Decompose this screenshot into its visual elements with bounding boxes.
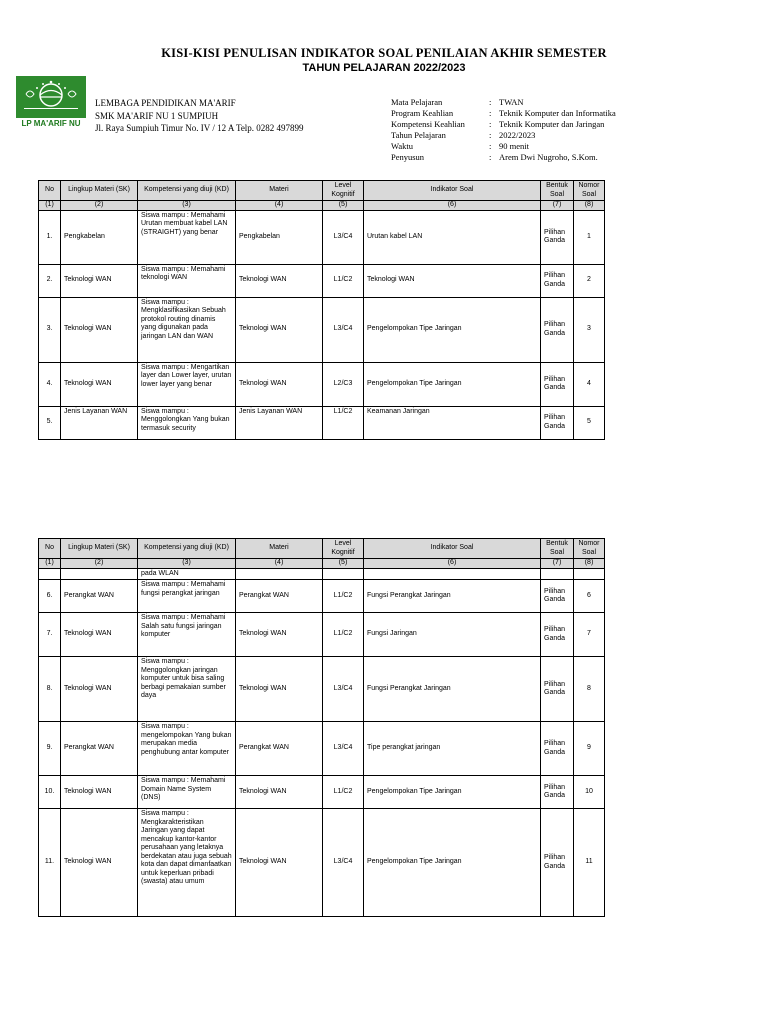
cell-bentuk-soal: Pilihan Ganda <box>541 264 574 297</box>
cell-nomor-soal: 9 <box>574 722 605 776</box>
column-header: Lingkup Materi (SK) <box>61 539 138 559</box>
cell-bentuk-soal: Pilihan Ganda <box>541 809 574 917</box>
kisi-kisi-table-1 <box>38 180 605 440</box>
meta-label: Penyusun <box>391 152 425 162</box>
cell-indikator-soal: Pengelompokan Tipe Jaringan <box>364 809 541 917</box>
school-name: SMK MA'ARIF NU 1 SUMPIUH <box>95 110 219 121</box>
cell-kompetensi: Siswa mampu : Memahami teknologi WAN <box>138 264 236 297</box>
table-row <box>39 210 605 264</box>
cell-bentuk-soal: Pilihan Ganda <box>541 776 574 809</box>
meta-value: 90 menit <box>499 141 529 151</box>
meta-separator: : <box>489 97 492 107</box>
cell-bentuk-soal: Pilihan Ganda <box>541 210 574 264</box>
meta-value: 2022/2023 <box>499 130 536 140</box>
table-row <box>39 297 605 362</box>
cell-level-kognitif: L1/C2 <box>323 776 364 809</box>
row-number: 6. <box>39 580 61 613</box>
column-index: (3) <box>138 201 236 211</box>
cell-nomor-soal: 7 <box>574 613 605 657</box>
cell-nomor-soal: 6 <box>574 580 605 613</box>
cell-level-kognitif: L3/C4 <box>323 809 364 917</box>
cell-kompetensi: Siswa mampu : Memahami Urutan membuat kabel LAN (STRAIGHT) yang benar <box>138 210 236 264</box>
column-header: Level Kognitif <box>323 539 364 559</box>
cell-indikator-soal: Fungsi Jaringan <box>364 613 541 657</box>
cell-kompetensi: Siswa mampu : mengelompokan Yang bukan merupakan media penghubung antar komputer <box>138 722 236 776</box>
cell-materi: Teknologi WAN <box>236 264 323 297</box>
cell-materi: Perangkat WAN <box>236 580 323 613</box>
row-number: 2. <box>39 264 61 297</box>
meta-row <box>391 97 616 108</box>
column-index: (5) <box>323 559 364 569</box>
row-number: 4. <box>39 362 61 406</box>
cell-kompetensi: Siswa mampu : Menggolongkan jaringan komputer untuk bisa saling berbagi pemakaian sumber daya <box>138 657 236 722</box>
cell-kompetensi: Siswa mampu : Mengartikan layer dan Lower layer, urutan lower layer yang benar <box>138 362 236 406</box>
cell-bentuk-soal: Pilihan Ganda <box>541 613 574 657</box>
meta-row <box>391 119 616 130</box>
row-number: 5. <box>39 406 61 439</box>
row-number: 11. <box>39 809 61 917</box>
column-index: (8) <box>574 201 605 211</box>
cell-kompetensi: Siswa mampu : Mengklasifikasikan Sebuah protokol routing dinamis yang digunakan pada jaringan LAN dan WAN <box>138 297 236 362</box>
cell-bentuk-soal: Pilihan Ganda <box>541 362 574 406</box>
table-index-row <box>39 201 605 211</box>
cell-lingkup-materi: Pengkabelan <box>61 210 138 264</box>
meta-row <box>391 108 616 119</box>
column-index: (6) <box>364 559 541 569</box>
column-header: Nomor Soal <box>574 181 605 201</box>
table-header-row <box>39 539 605 559</box>
cell-materi: Teknologi WAN <box>236 613 323 657</box>
table-row <box>39 580 605 613</box>
cell-level-kognitif: L1/C2 <box>323 613 364 657</box>
row-number: 7. <box>39 613 61 657</box>
cell-indikator-soal: Urutan kabel LAN <box>364 210 541 264</box>
column-index: (4) <box>236 201 323 211</box>
column-header: Nomor Soal <box>574 539 605 559</box>
cell-lingkup-materi: Jenis Layanan WAN <box>61 406 138 439</box>
meta-separator: : <box>489 152 492 162</box>
column-header: No <box>39 539 61 559</box>
cell-nomor-soal: 5 <box>574 406 605 439</box>
column-header: Bentuk Soal <box>541 539 574 559</box>
cell-kompetensi: Siswa mampu : Mengkarakteristikan Jaringan yang dapat mencakup kantor-kantor perusahaan yang letaknya berdekatan atau juga sebuah kota dan dapat dimanfaatkan untuk keperluan pribadi (swasta) atau umum <box>138 809 236 917</box>
row-number: 9. <box>39 722 61 776</box>
cell-materi: Teknologi WAN <box>236 657 323 722</box>
column-header: Level Kognitif <box>323 181 364 201</box>
cell-lingkup-materi: Teknologi WAN <box>61 297 138 362</box>
meta-separator: : <box>489 130 492 140</box>
cell-bentuk-soal: Pilihan Ganda <box>541 722 574 776</box>
cell-materi: Jenis Layanan WAN <box>236 406 323 439</box>
cell-kompetensi: Siswa mampu : Memahami fungsi perangkat jaringan <box>138 580 236 613</box>
cell-indikator-soal: Teknologi WAN <box>364 264 541 297</box>
cell-indikator-soal: Pengelompokan Tipe Jaringan <box>364 297 541 362</box>
cell-level-kognitif: L3/C4 <box>323 210 364 264</box>
column-index: (5) <box>323 201 364 211</box>
meta-label: Mata Pelajaran <box>391 97 443 107</box>
meta-row <box>391 152 616 163</box>
document-title: KISI-KISI PENULISAN INDIKATOR SOAL PENILAIAN AKHIR SEMESTER <box>161 46 607 60</box>
cell-materi: Teknologi WAN <box>236 776 323 809</box>
column-header: Materi <box>236 539 323 559</box>
column-header: Kompetensi yang diuji (KD) <box>138 539 236 559</box>
cell-level-kognitif: L3/C4 <box>323 722 364 776</box>
meta-label: Kompetensi Keahlian <box>391 119 465 129</box>
cell-lingkup-materi: Teknologi WAN <box>61 362 138 406</box>
table-row <box>39 264 605 297</box>
cell-bentuk-soal: Pilihan Ganda <box>541 297 574 362</box>
column-index: (7) <box>541 201 574 211</box>
logo-emblem <box>16 76 86 118</box>
column-header: Bentuk Soal <box>541 181 574 201</box>
cell-nomor-soal: 2 <box>574 264 605 297</box>
meta-value: Arem Dwi Nugroho, S.Kom. <box>499 152 598 162</box>
cell-lingkup-materi: Teknologi WAN <box>61 657 138 722</box>
cell-nomor-soal: 1 <box>574 210 605 264</box>
cell-kompetensi: Siswa mampu : Memahami Salah satu fungsi jaringan komputer <box>138 613 236 657</box>
meta-value: Teknik Komputer dan Jaringan <box>499 119 605 129</box>
cell-nomor-soal: 8 <box>574 657 605 722</box>
cell-indikator-soal: Fungsi Perangkat Jaringan <box>364 580 541 613</box>
cell-kompetensi: Siswa mampu : Menggolongkan Yang bukan termasuk security <box>138 406 236 439</box>
meta-value: Teknik Komputer dan Informatika <box>499 108 616 118</box>
cell-materi: Teknologi WAN <box>236 297 323 362</box>
lp-maarif-logo <box>16 76 86 136</box>
table-row <box>39 362 605 406</box>
column-index: (3) <box>138 559 236 569</box>
cell-nomor-soal: 11 <box>574 809 605 917</box>
table-row <box>39 722 605 776</box>
cell-indikator-soal: Pengelompokan Tipe Jaringan <box>364 362 541 406</box>
cell-materi: Teknologi WAN <box>236 809 323 917</box>
kisi-kisi-table-2 <box>38 538 605 917</box>
row-number: 10. <box>39 776 61 809</box>
cell-level-kognitif: L2/C3 <box>323 362 364 406</box>
row-number: 8. <box>39 657 61 722</box>
meta-value: TWAN <box>499 97 524 107</box>
cell-nomor-soal: 10 <box>574 776 605 809</box>
cell-lingkup-materi: Teknologi WAN <box>61 809 138 917</box>
meta-separator: : <box>489 141 492 151</box>
logo-text: LP MA'ARIF NU <box>21 119 81 128</box>
table-header-row <box>39 181 605 201</box>
meta-separator: : <box>489 108 492 118</box>
cell-bentuk-soal: Pilihan Ganda <box>541 580 574 613</box>
column-index: (8) <box>574 559 605 569</box>
cell-indikator-soal: Fungsi Perangkat Jaringan <box>364 657 541 722</box>
table-row <box>39 406 605 439</box>
column-index: (2) <box>61 559 138 569</box>
column-index: (4) <box>236 559 323 569</box>
meta-label: Program Keahlian <box>391 108 454 118</box>
cell-bentuk-soal: Pilihan Ganda <box>541 657 574 722</box>
cell-indikator-soal: Tipe perangkat jaringan <box>364 722 541 776</box>
column-header: Kompetensi yang diuji (KD) <box>138 181 236 201</box>
meta-row <box>391 141 616 152</box>
table-row <box>39 809 605 917</box>
cell-nomor-soal: 3 <box>574 297 605 362</box>
table-row <box>39 657 605 722</box>
cell-level-kognitif: L3/C4 <box>323 657 364 722</box>
meta-label: Waktu <box>391 141 413 151</box>
exam-meta <box>391 97 616 163</box>
column-header: Lingkup Materi (SK) <box>61 181 138 201</box>
cell-nomor-soal: 4 <box>574 362 605 406</box>
row-number: 1. <box>39 210 61 264</box>
cell-lingkup-materi: Teknologi WAN <box>61 264 138 297</box>
institution-block <box>95 97 304 135</box>
school-address: Jl. Raya Sumpiuh Timur No. IV / 12 A Telp. 0282 497899 <box>95 123 304 133</box>
continuation-text: pada WLAN <box>138 568 236 580</box>
column-header: No <box>39 181 61 201</box>
cell-level-kognitif: L3/C4 <box>323 297 364 362</box>
meta-label: Tahun Pelajaran <box>391 130 446 140</box>
cell-level-kognitif: L1/C2 <box>323 580 364 613</box>
cell-materi: Teknologi WAN <box>236 362 323 406</box>
cell-indikator-soal: Pengelompokan Tipe Jaringan <box>364 776 541 809</box>
institution-name: LEMBAGA PENDIDIKAN MA'ARIF <box>95 98 236 108</box>
document-subtitle: TAHUN PELAJARAN 2022/2023 <box>302 62 466 74</box>
cell-level-kognitif: L1/C2 <box>323 406 364 439</box>
table-row <box>39 776 605 809</box>
row-number: 3. <box>39 297 61 362</box>
column-header: Materi <box>236 181 323 201</box>
cell-lingkup-materi: Perangkat WAN <box>61 580 138 613</box>
column-index: (6) <box>364 201 541 211</box>
cell-lingkup-materi: Teknologi WAN <box>61 776 138 809</box>
column-header: Indikator Soal <box>364 181 541 201</box>
column-index: (2) <box>61 201 138 211</box>
cell-materi: Perangkat WAN <box>236 722 323 776</box>
cell-bentuk-soal: Pilihan Ganda <box>541 406 574 439</box>
cell-level-kognitif: L1/C2 <box>323 264 364 297</box>
column-header: Indikator Soal <box>364 539 541 559</box>
column-index: (1) <box>39 559 61 569</box>
cell-lingkup-materi: Teknologi WAN <box>61 613 138 657</box>
cell-kompetensi: Siswa mampu : Memahami Domain Name System (DNS) <box>138 776 236 809</box>
continuation-row <box>39 568 605 580</box>
table-row <box>39 613 605 657</box>
column-index: (7) <box>541 559 574 569</box>
cell-lingkup-materi: Perangkat WAN <box>61 722 138 776</box>
meta-row <box>391 130 616 141</box>
column-index: (1) <box>39 201 61 211</box>
meta-separator: : <box>489 119 492 129</box>
cell-indikator-soal: Keamanan Jaringan <box>364 406 541 439</box>
table-index-row <box>39 559 605 569</box>
cell-materi: Pengkabelan <box>236 210 323 264</box>
